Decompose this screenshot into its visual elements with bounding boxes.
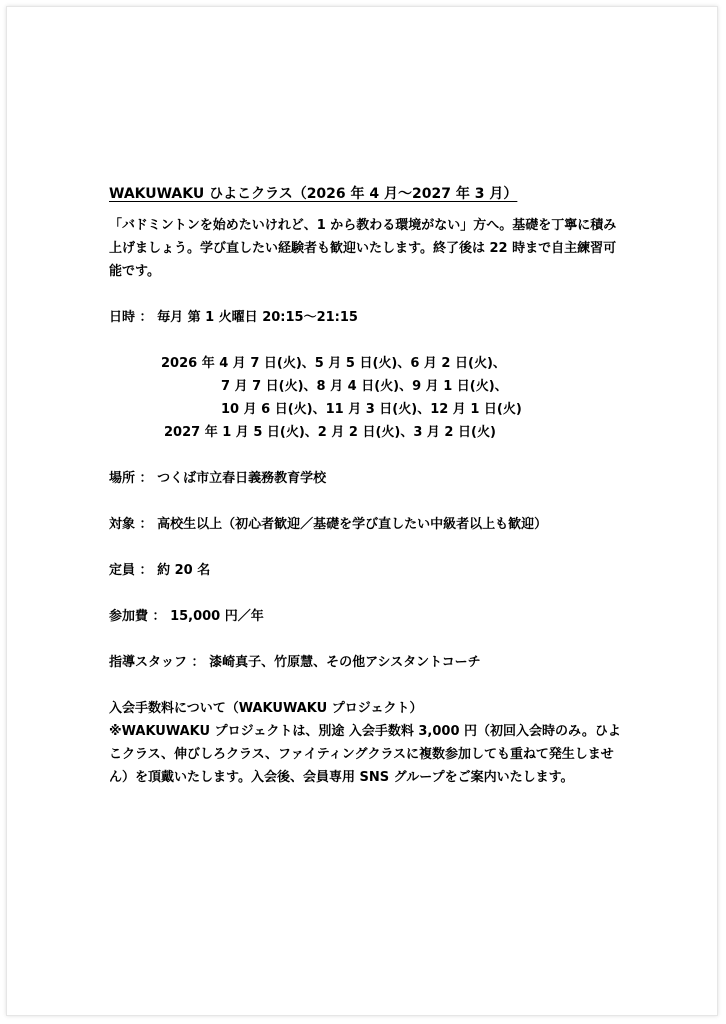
enrollment-notes bbox=[109, 697, 629, 789]
schedule-value: 毎月 第 1 火曜日 20:15～21:15 bbox=[157, 310, 358, 325]
target-line bbox=[109, 513, 649, 536]
document-title: WAKUWAKU ひよこクラス（2026 年 4 月～2027 年 3 月） bbox=[109, 186, 518, 202]
staff-line bbox=[109, 651, 649, 674]
schedule-date-line: 7 月 7 日(火)、8 月 4 日(火)、9 月 1 日(火)、 bbox=[221, 379, 508, 394]
fee-label: 参加費 ： bbox=[109, 609, 171, 624]
enrollment-heading: 入会手数料について（WAKUWAKU プロジェクト） bbox=[109, 701, 423, 716]
enrollment-body: ※WAKUWAKU プロジェクトは、別途 入会手数料 3,000 円（初回入会時のみ。ひよこクラス、伸びしろクラス、ファイティングクラスに複数参加しても重ねて発生しません）を頂戴いたします。入会後、会員専用 SNS グループをご案内いたします。 bbox=[109, 724, 621, 785]
document-content bbox=[109, 183, 649, 789]
target-value: 高校生以上（初心者歓迎／基礎を学び直したい中級者以上も歓迎） bbox=[157, 517, 548, 532]
staff-label: 指導スタッフ ： bbox=[109, 655, 210, 670]
staff-value: 漆崎真子、竹原慧、その他アシスタントコーチ bbox=[209, 655, 481, 670]
schedule-dates bbox=[109, 352, 649, 444]
intro-paragraph: 「バドミントンを始めたいけれど、1 から教わる環境がない」方へ。基礎を丁寧に積み上げましょう。学び直したい経験者も歓迎いたします。終了後は 22 時まで自主練習可能です。 bbox=[109, 218, 617, 279]
capacity-value: 約 20 名 bbox=[157, 563, 211, 578]
place-line bbox=[109, 467, 649, 490]
schedule-line bbox=[109, 306, 649, 329]
fee-line bbox=[109, 605, 649, 628]
fee-value: 15,000 円／年 bbox=[170, 609, 264, 624]
capacity-label: 定員 ： bbox=[109, 563, 158, 578]
schedule-date-line: 10 月 6 日(火)、11 月 3 日(火)、12 月 1 日(火) bbox=[221, 402, 522, 417]
place-value: つくば市立春日義務教育学校 bbox=[157, 471, 327, 486]
document-page bbox=[6, 6, 718, 1016]
schedule-date-line: 2026 年 4 月 7 日(火)、5 月 5 日(火)、6 月 2 日(火)、 bbox=[161, 356, 506, 371]
schedule-label: 日時 ： bbox=[109, 310, 158, 325]
capacity-line bbox=[109, 559, 649, 582]
place-label: 場所 ： bbox=[109, 471, 158, 486]
target-label: 対象 ： bbox=[109, 517, 158, 532]
schedule-date-line: 2027 年 1 月 5 日(火)、2 月 2 日(火)、3 月 2 日(火) bbox=[164, 425, 496, 440]
